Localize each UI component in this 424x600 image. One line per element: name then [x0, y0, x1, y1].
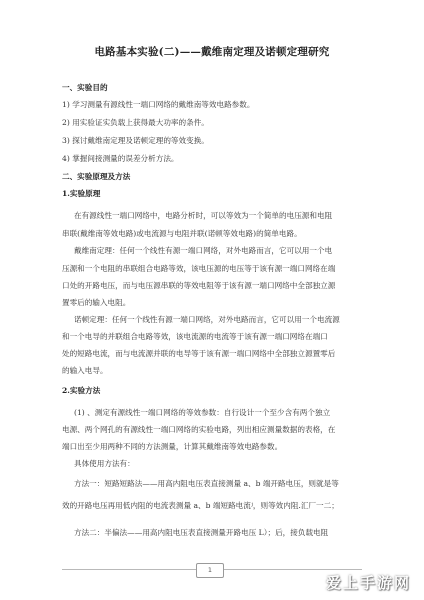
paragraph-line: 口处的开路电压，而与电压源串联的等效电阻等于该有源一端口网络中全部独立源 [62, 281, 336, 290]
paragraph-line: 方法一：短路短路法——用高内阻电压表直接测量 a、b 端开路电压，则就是等 [74, 479, 339, 488]
paragraph-line: 处的短路电流，而与电流源并联的电导等于该有源一端口网络中全部独立源置零后 [62, 349, 336, 358]
subsection-heading-method: 2.实验方法 [62, 386, 101, 395]
paragraph-line: 的输入电导。 [62, 366, 108, 375]
paragraph-line: 具体使用方法有： [74, 459, 135, 468]
paragraph-line: (1) 、测定有源线性一端口网络的等效参数：自行设计一个至少含有两个独立 [74, 408, 331, 417]
watermark: 爱上手游网 [326, 574, 412, 592]
paragraph-line: 和一个电导的并联组合电路等效，该电流源的电流等于该有源一端口网络在端口 [62, 332, 328, 341]
paragraph-line: 戴维南定理：任何一个线性有源一端口网络，对外电路而言，它可以用一个电 [74, 246, 333, 255]
paragraph-line: 诺顿定理：任何一个线性有源一端口网络，对外电路而言，它可以用一个电流源 [74, 315, 340, 324]
objective-item: 4) 掌握间接测量的误差分析方法。 [62, 154, 179, 163]
paragraph-line: 端口出至少用两种不同的方法测量，计算其戴维南等效电路参数。 [62, 442, 283, 451]
paragraph-line: 串联(戴维南等效电路)或电流源与电阻并联(诺顿等效电路)的简单电路。 [62, 229, 302, 238]
section-heading-objectives: 一、实验目的 [62, 83, 108, 92]
objective-item: 1) 学习测量有源线性一端口网络的戴维南等效电路参数。 [62, 100, 255, 109]
subsection-heading-principle: 1.实验原理 [62, 189, 101, 198]
paragraph-line: 效的开路电压再用低内阻的电流表测量 a、b 端短路电流ʲ，则等效内阻.汇厂一二； [62, 501, 339, 510]
objective-item: 3) 探讨戴维南定理及诺顿定理的等效变换。 [62, 136, 209, 145]
paragraph-line: 方法二：半偏法——用高内阻电压表直接测量开路电压 L）；后，接负载电阻 [74, 528, 329, 537]
section-heading-principles: 二、实验原理及方法 [62, 172, 131, 181]
paragraph-line: 置零后的输入电阻。 [62, 298, 131, 307]
page-number: 1 [196, 563, 224, 578]
paragraph-line: 压源和一个电阻的串联组合电路等效，该电压源的电压等于该有源一端口网络在端 [62, 264, 336, 273]
document-title: 电路基本实验(二)——戴维南定理及诺顿定理研究 [94, 46, 330, 58]
objective-item: 2) 用实验证实负载上获得最大功率的条件。 [62, 118, 209, 127]
paragraph-line: 电源、两个网孔的有源线性一端口网络的实验电路，列出相应测量数据的表格，在 [62, 425, 336, 434]
paragraph-line: 在有源线性一端口网络中，电路分析时，可以等效为一个简单的电压源和电阻 [74, 211, 333, 220]
